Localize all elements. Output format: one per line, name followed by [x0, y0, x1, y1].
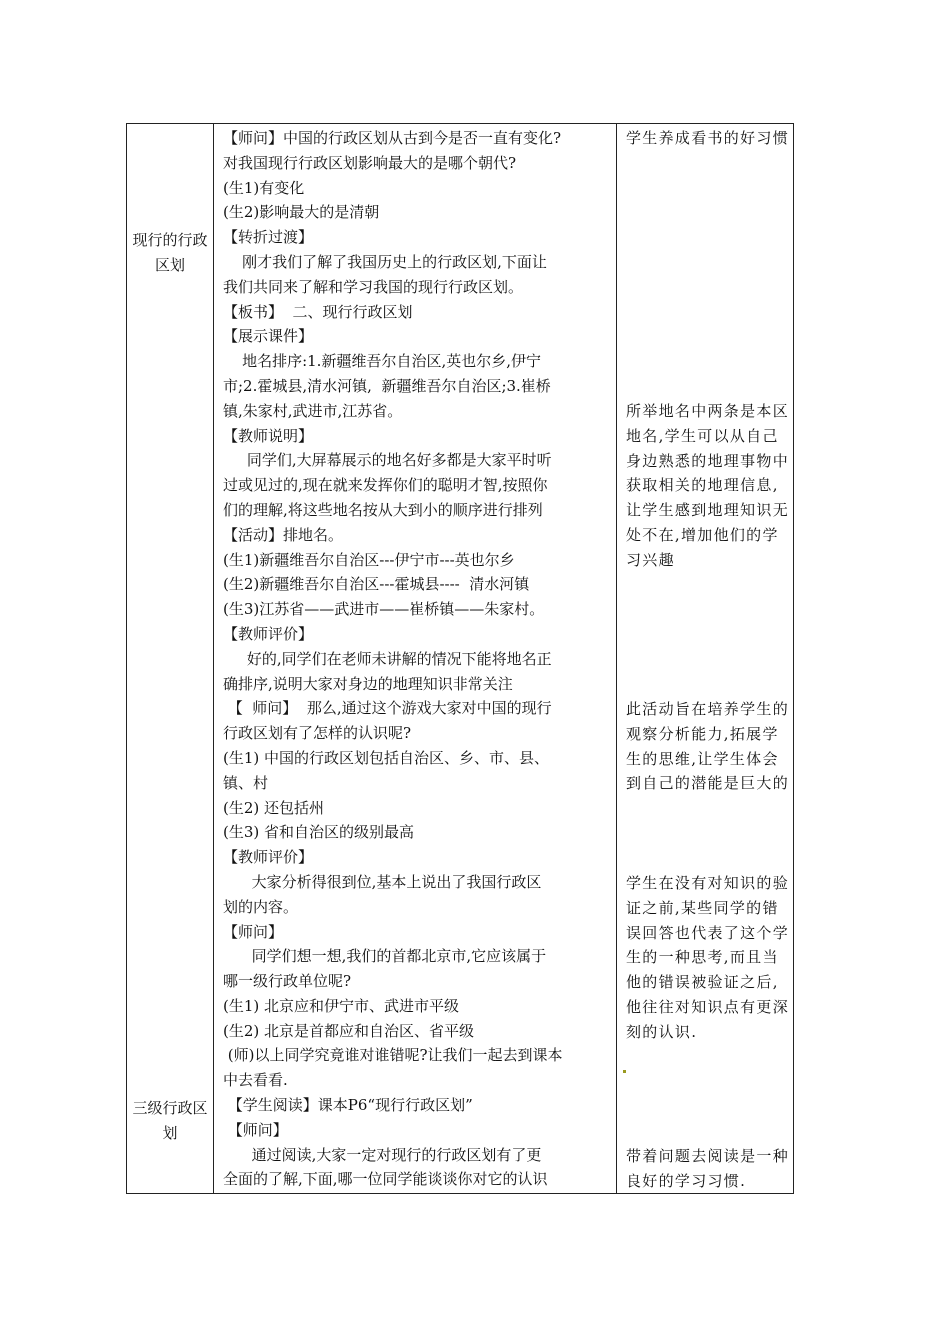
process-line: 镇、村 — [223, 773, 269, 792]
process-line: (生2)新疆维吾尔自治区---霍城县---- 清水河镇 — [223, 575, 530, 594]
process-line: 【转折过渡】 — [223, 228, 314, 247]
process-line: 地名排序:1.新疆维吾尔自治区,英也尔乡,伊宁 — [223, 352, 541, 371]
process-line: 【教师评价】 — [223, 848, 314, 867]
process-line: (生1) 北京应和伊宁市、武进市平级 — [223, 996, 460, 1015]
process-line: 【 师问】 那么,通过这个游戏大家对中国的现行 — [223, 699, 552, 718]
process-line: (生3) 省和自治区的级别最高 — [223, 823, 415, 842]
process-line: 【板书】 二、现行行政区划 — [223, 302, 413, 321]
process-line: 同学们想一想,我们的首都北京市,它应该属于 — [223, 947, 547, 966]
process-line: 确排序,说明大家对身边的地理知识非常关注 — [223, 674, 513, 693]
process-line: 镇,朱家村,武进市,江苏省。 — [223, 401, 403, 420]
process-line: (生1) 中国的行政区划包括自治区、乡、市、县、 — [223, 748, 550, 767]
column-divider — [213, 124, 214, 1193]
design-note: 此活动旨在培养学生的观察分析能力,拓展学生的思维,让学生体会到自己的潜能是巨大的 — [626, 700, 790, 793]
process-line: 【学生阅读】课本P6“现行行政区划” — [223, 1096, 473, 1115]
process-line: (生1)有变化 — [223, 178, 305, 197]
process-line: 划的内容。 — [223, 897, 299, 916]
process-line: (生3)江苏省——武进市——崔桥镇——朱家村。 — [223, 600, 545, 619]
design-note: 带着问题去阅读是一种良好的学习习惯. — [626, 1147, 790, 1190]
process-line: 【师问】 — [223, 1120, 288, 1139]
process-line: 【教师说明】 — [223, 426, 314, 445]
process-line: 【教师评价】 — [223, 624, 314, 643]
process-line: 【师问】 — [223, 922, 284, 941]
process-line: 中去看看. — [223, 1071, 288, 1090]
process-line: 们的理解,将这些地名按从大到小的顺序进行排列 — [223, 500, 543, 519]
stray-mark — [623, 1070, 626, 1073]
process-line: 全面的了解,下面,哪一位同学能谈谈你对它的认识 — [223, 1170, 548, 1189]
process-line: 刚才我们了解了我国历史上的行政区划,下面让 — [223, 252, 547, 271]
process-line: (生1)新疆维吾尔自治区---伊宁市---英也尔乡 — [223, 550, 515, 569]
process-line: 大家分析得很到位,基本上说出了我国行政区 — [223, 872, 542, 891]
design-note: 学生养成看书的好习惯 — [626, 129, 790, 147]
section-label-current-division: 现行的行政区划 — [132, 231, 208, 274]
process-line: 同学们,大屏幕展示的地名好多都是大家平时听 — [223, 451, 552, 470]
process-line: 【师问】中国的行政区划从古到今是否一直有变化? — [223, 129, 562, 147]
process-line: 我们共同来了解和学习我国的现行行政区划。 — [223, 277, 524, 296]
process-line: 【活动】排地名。 — [223, 525, 344, 544]
column-divider — [616, 124, 617, 1193]
design-note: 学生在没有对知识的验证之前,某些同学的错误回答也代表了这个学生的一种思考,而且当他的错误被验证之后,他往往对知识点有更深刻的认识. — [626, 874, 790, 1041]
process-line: 过或见过的,现在就来发挥你们的聪明才智,按照你 — [223, 476, 548, 495]
design-note: 所举地名中两条是本区地名,学生可以从自己身边熟悉的地理事物中获取相关的地理信息,让学生感到地理知识无处不在,增加他们的学习兴趣 — [626, 402, 790, 569]
process-line: (师)以上同学究竟谁对谁错呢?让我们一起去到课本 — [223, 1046, 563, 1065]
process-line: 行政区划有了怎样的认识呢? — [223, 724, 412, 743]
process-line: (生2)影响最大的是清朝 — [223, 203, 380, 222]
process-line: 通过阅读,大家一定对现行的行政区划有了更 — [223, 1145, 542, 1164]
section-label-three-levels: 三级行政区划 — [132, 1099, 208, 1142]
process-line: 市;2.霍城县,清水河镇, 新疆维吾尔自治区;3.崔桥 — [223, 376, 551, 395]
process-line: 哪一级行政单位呢? — [223, 972, 352, 991]
process-line: 对我国现行行政区划影响最大的是哪个朝代? — [223, 153, 517, 172]
process-line: (生2) 还包括州 — [223, 798, 325, 817]
process-line: 【展示课件】 — [223, 327, 314, 346]
process-line: (生2) 北京是首都应和自治区、省平级 — [223, 1021, 475, 1040]
lesson-table — [126, 123, 794, 1194]
teaching-process-column — [223, 126, 607, 1192]
process-line: 好的,同学们在老师未讲解的情况下能将地名正 — [223, 649, 552, 668]
